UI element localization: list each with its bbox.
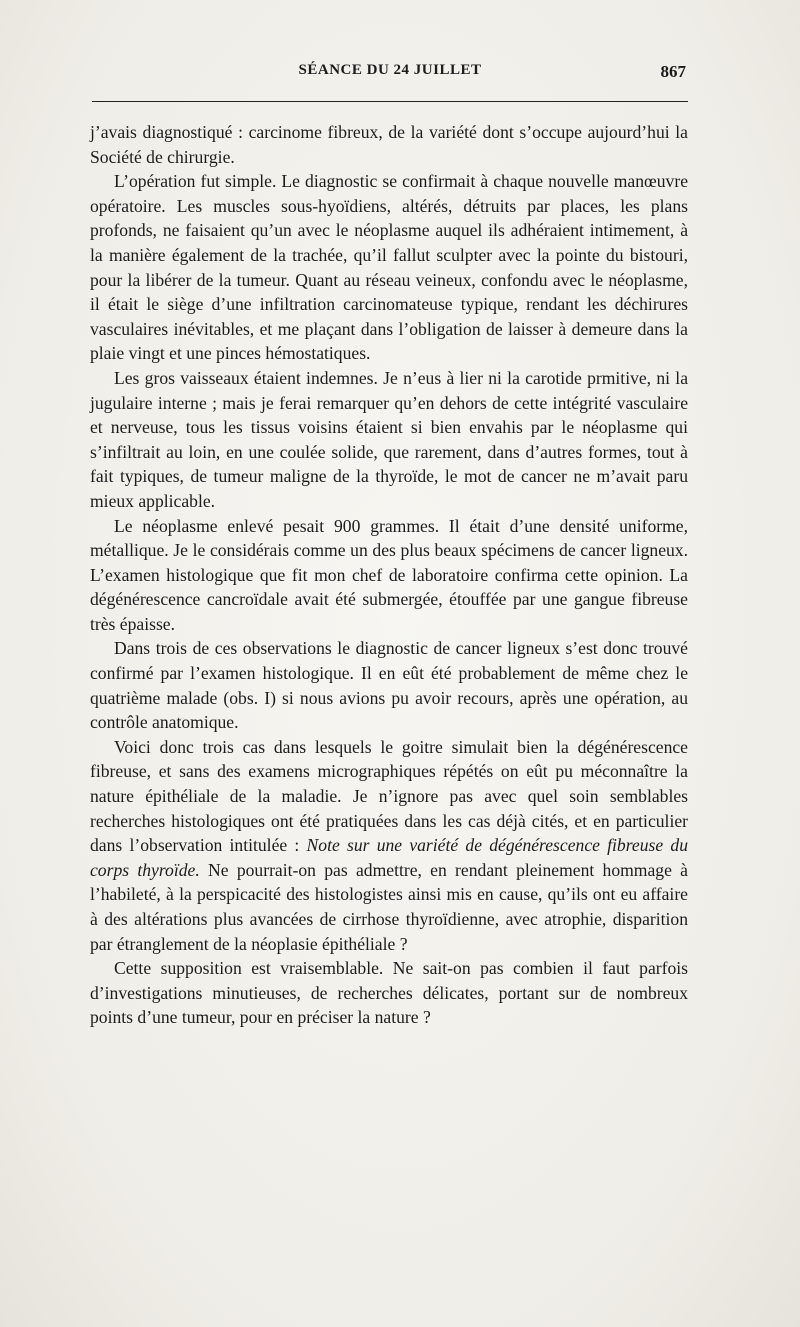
paragraph-6-text-before: Voici donc trois cas dans lesquels le goitre simulait bien la dégénérescence fibreuse, et sans des examens micrographiques répétés on eût pu méconnaître la nature épithéliale de la maladie. Je n’ignore pas avec quel soin semblables recherches histologiques ont été pratiquées dans les cas déjà cités, et en particulier dans l’observation intitulée : <box>90 736 688 856</box>
body-text <box>90 120 688 1030</box>
running-header <box>92 62 688 88</box>
paragraph-7: Cette supposition est vraisemblable. Ne sait-on pas combien il faut parfois d’investigations minutieuses, de recherches délicates, portant sur de nombreux points d’une tumeur, pour en préciser la nature ? <box>90 958 688 1028</box>
paragraph-5: Dans trois de ces observations le diagnostic de cancer ligneux s’est donc trouvé confirmé par l’examen histologique. Il en eût été probablement de même chez le quatrième malade (obs. I) si nous avions pu avoir recours, après une opération, au contrôle anatomique. <box>90 638 688 733</box>
page-number: 867 <box>660 62 686 81</box>
cited-title: Note sur une variété de dégénérescence fibreuse du corps thyroïde. <box>90 835 689 880</box>
paragraph-4: Le néoplasme enlevé pesait 900 grammes. Il était d’une densité uniforme, métallique. Je le considérais comme un des plus beaux spécimens de cancer ligneux. L’examen histologique que fit mon chef de laboratoire confirma cette opinion. La dégénérescence cancroïdale avait été submergée, étouffée par une gangue fibreuse très épaisse. <box>90 515 688 634</box>
paragraph-1: j’avais diagnostiqué : carcinome fibreux, de la variété dont s’occupe aujourd’hui la Société de chirurgie. <box>90 122 688 167</box>
header-rule <box>92 101 688 102</box>
paragraph-2: L’opération fut simple. Le diagnostic se confirmait à chaque nouvelle manœuvre opératoire. Les muscles sous-hyoïdiens, altérés, détruits par places, les plans profonds, ne faisaient qu’un avec le néoplasme auquel ils adhéraient intimement, à la manière également de la trachée, qu’il fallut sculpter avec la pointe du bistouri, pour la libérer de la tumeur. Quant au réseau veineux, confondu avec le néoplasme, il était le siège d’une infiltration carcinomateuse typique, rendant les déchirures vasculaires inévitables, et me plaçant dans l’obligation de laisser à demeure dans la plaie vingt et une pinces hémostatiques. <box>90 171 688 364</box>
paragraph-6 <box>90 735 688 956</box>
paragraph-6-text-after: Ne pourrait-on pas admettre, en rendant pleinement hommage à l’habileté, à la perspicacité des histologistes ainsi mis en cause, qu’ils ont eu affaire à des altérations plus avancées de cirrhose thyroïdienne, avec atrophie, disparition par étranglement de la néoplasie épithéliale ? <box>90 859 688 954</box>
paragraph-3: Les gros vaisseaux étaient indemnes. Je n’eus à lier ni la carotide prmitive, ni la jugulaire interne ; mais je ferai remarquer qu’en dehors de cette intégrité vasculaire et nerveuse, tous les tissus voisins étaient si bien envahis par le néoplasme qui s’infiltrait au loin, en une coulée solide, que rarement, dans d’autres formes, tout à fait typiques, de tumeur maligne de la thyroïde, le mot de cancer ne m’avait paru mieux applicable. <box>90 367 688 511</box>
header-title: SÉANCE DU 24 JUILLET <box>298 62 482 78</box>
